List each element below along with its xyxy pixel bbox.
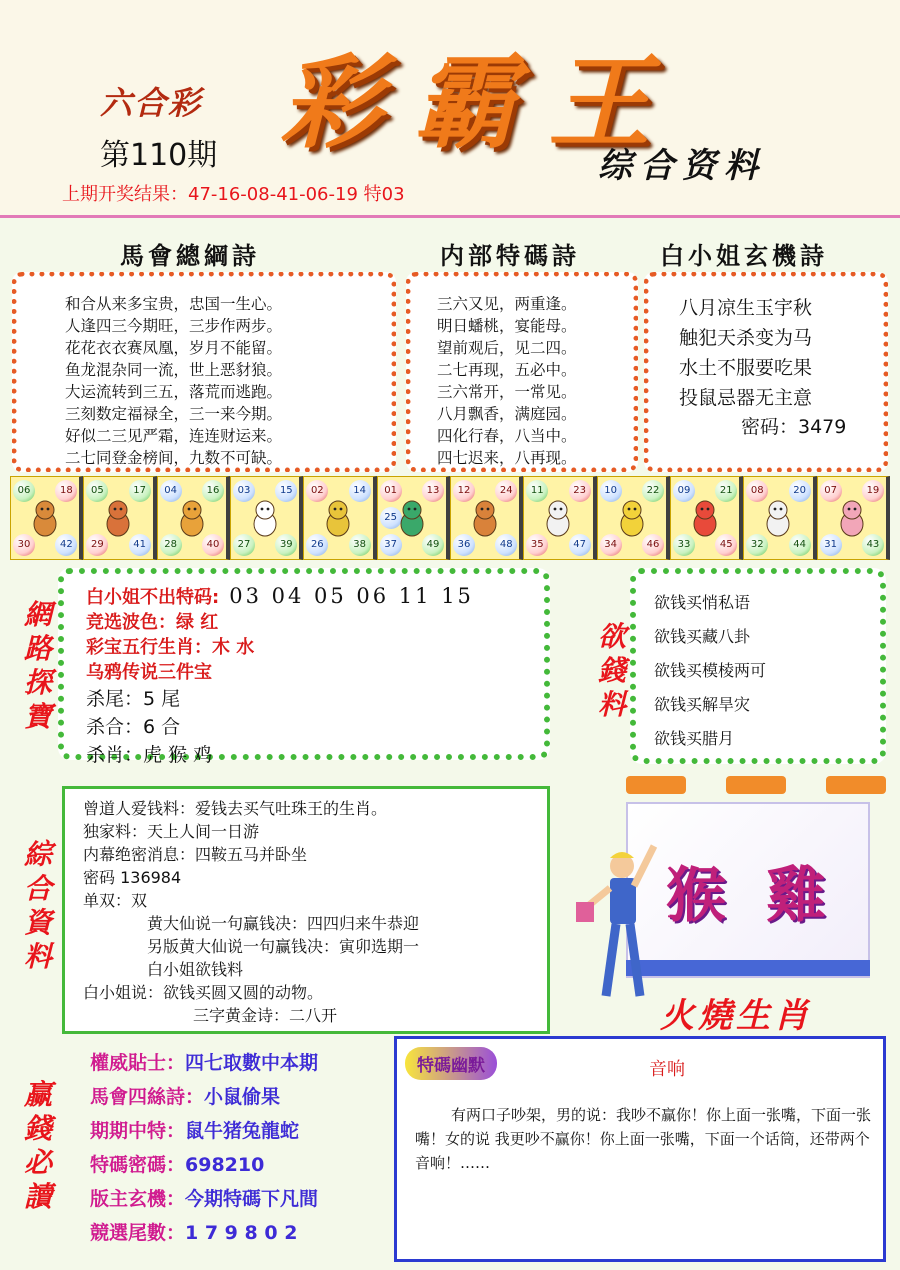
label-char: 料 [597,688,626,721]
dragon-icon [322,498,354,538]
text-line: 三刻数定福禄全，三一来今期。 [65,405,283,423]
number-ball: 31 [820,534,842,556]
must-read-row [90,1216,390,1250]
must-read-value: 今期特碼下凡間 [185,1188,319,1210]
number-ball: 30 [13,534,35,556]
ox-icon [102,498,134,538]
text-line: 投鼠忌器无主意 [679,387,813,409]
text-line: 望前观后，见二四。 [437,339,577,357]
logo-title: 彩霸王 [280,43,682,163]
label-char: 欲 [597,620,626,653]
number-ball: 26 [306,534,328,556]
pig-icon [836,498,868,538]
number-ball: 47 [569,534,591,556]
must-read-key: 版主玄機： [90,1188,186,1210]
horse-poem-lines [29,293,379,469]
text-line: 四化行春，八当中。 [437,427,577,445]
lamp-row [626,776,886,796]
number-ball: 24 [495,480,517,502]
must-read-value: 698210 [185,1154,265,1176]
text-line: 二七再现，五必中。 [437,361,577,379]
number-ball: 36 [453,534,475,556]
net-treasure-label [20,598,56,734]
label-char: 料 [23,940,52,973]
zodiac-cell [377,476,450,560]
label-char: 綜 [23,838,52,871]
crow-legend: 乌鸦传说三件宝 [86,662,212,683]
number-ball: 29 [86,534,108,556]
number-ball: 40 [202,534,224,556]
label-char: 讀 [23,1180,52,1213]
painter-icon [570,836,660,1006]
number-ball: 06 [13,480,35,502]
number-ball: 16 [202,480,224,502]
number-ball: 25 [380,507,402,529]
horse-poem-box [12,272,396,472]
number-ball: 22 [642,480,664,502]
number-ball: 39 [275,534,297,556]
text-line: 和合从来多宝贵，忠国一生心。 [65,295,283,313]
kill-tail: 杀尾：5 尾 [86,688,181,710]
zodiac-cell [303,476,376,560]
humor-title: 音响 [649,1059,685,1080]
text-line: 人逢四三今期旺，三步作两步。 [65,317,283,335]
miss-white-exclusion-label: 白小姐不出特码: [86,587,220,608]
tiger-icon [176,498,208,538]
number-ball: 35 [526,534,548,556]
number-ball: 11 [526,480,548,502]
number-ball: 43 [862,534,884,556]
number-ball: 49 [422,534,444,556]
text-line: 八月飘香，满庭园。 [437,405,577,423]
must-read-key: 特碼密碼： [90,1154,186,1176]
label-char: 網 [23,598,52,631]
zodiac-cell [83,476,156,560]
money-material-label [594,620,630,722]
number-ball: 37 [380,534,402,556]
rat-icon [29,498,61,538]
number-ball: 15 [275,480,297,502]
number-ball: 21 [715,480,737,502]
money-material-list [654,586,862,756]
text-line: 密码 136984 [83,868,182,887]
must-read-list [90,1046,390,1250]
text-line: 四七迟来，八再现。 [437,449,577,467]
text-line: 单双：双 [83,891,148,910]
billboard-base [626,960,870,976]
text-line: 好似二三见严霜，连连财运来。 [65,427,283,445]
must-read-value: 四七取數中本期 [185,1052,319,1074]
must-read-row [90,1148,390,1182]
text-line: 二七同登金榜间，九数不可缺。 [65,449,283,467]
number-ball: 18 [55,480,77,502]
must-read-value: 1 7 9 8 0 2 [185,1222,298,1244]
label-char: 錢 [23,1112,52,1145]
text-line: 欲钱买解旱灾 [654,695,751,714]
label-char: 路 [23,632,52,665]
last-result: 上期开奖结果：47-16-08-41-06-19 特03 [62,184,405,205]
horse-poem-title: 馬會總綱詩 [120,241,260,270]
text-line: 另版黄大仙说一句赢钱决：寅卯选期一 [147,937,420,956]
must-read-key: 馬會四絲詩： [90,1086,205,1108]
text-line: 触犯天杀变为马 [679,327,813,349]
text-line: 八月凉生玉宇秋 [679,297,813,319]
number-ball: 44 [789,534,811,556]
text-line: 欲钱买悄私语 [654,593,751,612]
number-ball: 09 [673,480,695,502]
number-ball: 28 [160,534,182,556]
miss-white-poem-title: 白小姐玄機詩 [660,241,828,270]
miss-white-exclusion-numbers: 03 04 05 06 11 15 [229,584,474,608]
humor-badge: 特碼幽默 [405,1047,497,1080]
number-ball: 19 [862,480,884,502]
number-ball: 08 [746,480,768,502]
number-ball: 48 [495,534,517,556]
issue-number: 第110期 [100,138,218,173]
net-treasure-box [58,568,550,766]
label-char: 赢 [23,1078,52,1111]
horse-icon [469,498,501,538]
number-ball: 38 [349,534,371,556]
label-char: 資 [23,906,52,939]
number-ball: 10 [600,480,622,502]
brand-title: 六合彩 [100,84,203,122]
number-ball: 02 [306,480,328,502]
text-line: 白小姐说：欲钱买圆又圆的动物。 [83,983,324,1002]
zodiac-cell [230,476,303,560]
text-line: 花花衣衣赛凤凰，岁月不能留。 [65,339,283,357]
number-ball: 07 [820,480,842,502]
label-char: 必 [23,1146,52,1179]
zodiac-cell [670,476,743,560]
text-line: 三字黄金诗：二八开 [193,1006,338,1025]
must-read-key: 期期中特： [90,1120,186,1142]
number-ball: 14 [349,480,371,502]
comprehensive-lines [83,797,529,1027]
text-line: 黄大仙说一句赢钱决：四四归来牛恭迎 [147,914,420,933]
zodiac-cell [450,476,523,560]
inner-poem-box [406,272,638,472]
edition-title: 综合资料 [598,146,766,186]
must-read-row [90,1182,390,1216]
kill-zodiac: 杀肖：虎 猴 鸡 [86,744,213,766]
must-read-key: 競選尾數： [90,1222,186,1244]
kill-combo: 杀合：6 合 [86,716,181,738]
text-line: 三六常开，一常见。 [437,383,577,401]
number-ball: 12 [453,480,475,502]
miss-white-code: 密码：3479 [741,416,847,438]
must-read-row [90,1046,390,1080]
number-ball: 42 [55,534,77,556]
number-ball: 03 [233,480,255,502]
number-ball: 46 [642,534,664,556]
money-material-box [630,568,886,764]
zodiac-cell [157,476,230,560]
number-ball: 01 [380,480,402,502]
fire-zodiac-panel [570,776,886,1046]
number-ball: 13 [422,480,444,502]
text-line: 大运流转到三五，落荒而逃跑。 [65,383,283,401]
fire-sign-2: 雞 [766,861,826,931]
fire-zodiac-caption: 火燒生肖 [660,996,812,1036]
text-line: 明日蟠桃，宴能母。 [437,317,577,335]
miss-white-poem-lines [661,293,871,413]
text-line: 三六又见，两重逢。 [437,295,577,313]
zodiac-cell [597,476,670,560]
must-read-row [90,1114,390,1148]
text-line: 水土不服要吃果 [679,357,813,379]
label-char: 探 [23,666,52,699]
zodiac-cell [743,476,816,560]
text-line: 独家料：天上人间一日游 [83,822,260,841]
dog-icon [762,498,794,538]
five-elements: 彩宝五行生肖：木 水 [86,637,255,658]
must-read-value: 鼠牛猪兔龍蛇 [185,1120,300,1142]
number-ball: 20 [789,480,811,502]
zodiac-cell [10,476,83,560]
comprehensive-label [20,838,56,974]
text-line: 欲钱买腊月 [654,729,735,748]
goat-icon [542,498,574,538]
number-ball: 04 [160,480,182,502]
number-ball: 23 [569,480,591,502]
humor-box [394,1036,886,1262]
text-line: 欲钱买模棱两可 [654,661,767,680]
zodiac-cell [523,476,596,560]
text-line: 曾道人爱钱料：爱钱去买气吐珠王的生肖。 [83,799,388,818]
must-read-value: 小鼠偷果 [204,1086,281,1108]
zodiac-strip [10,476,890,560]
number-ball: 34 [600,534,622,556]
fire-sign-1: 猴 [666,861,726,931]
billboard [626,802,870,978]
wave-color: 竞选波色：绿 红 [86,612,219,633]
number-ball: 17 [129,480,151,502]
must-read-key: 權威貼士： [90,1052,186,1074]
label-char: 錢 [597,654,626,687]
must-read-row [90,1080,390,1114]
text-line: 内幕绝密消息：四鞍五马并卧坐 [83,845,308,864]
miss-white-poem-box [644,272,888,472]
must-read-label [20,1078,56,1214]
text-line: 欲钱买藏八卦 [654,627,751,646]
zodiac-cell [817,476,890,560]
number-ball: 05 [86,480,108,502]
text-line: 白小姐欲钱料 [147,960,244,979]
inner-poem-title: 内部特碼詩 [440,241,580,270]
humor-text: 有两口子吵架，男的说：我吵不赢你！你上面一张嘴，下面一张嘴！女的说 我更吵不赢你！你上面一张嘴，下面一个话筒，还带两个音响！…… [415,1106,872,1172]
inner-poem-lines [423,293,621,469]
rooster-icon [689,498,721,538]
rabbit-icon [249,498,281,538]
number-ball: 45 [715,534,737,556]
monkey-icon [616,498,648,538]
text-line: 鱼龙混杂同一流，世上恶豺狼。 [65,361,283,379]
label-char: 寶 [23,700,52,733]
snake-icon [396,498,428,538]
label-char: 合 [23,872,52,905]
number-ball: 32 [746,534,768,556]
comprehensive-box [62,786,550,1034]
number-ball: 27 [233,534,255,556]
number-ball: 33 [673,534,695,556]
number-ball: 41 [129,534,151,556]
